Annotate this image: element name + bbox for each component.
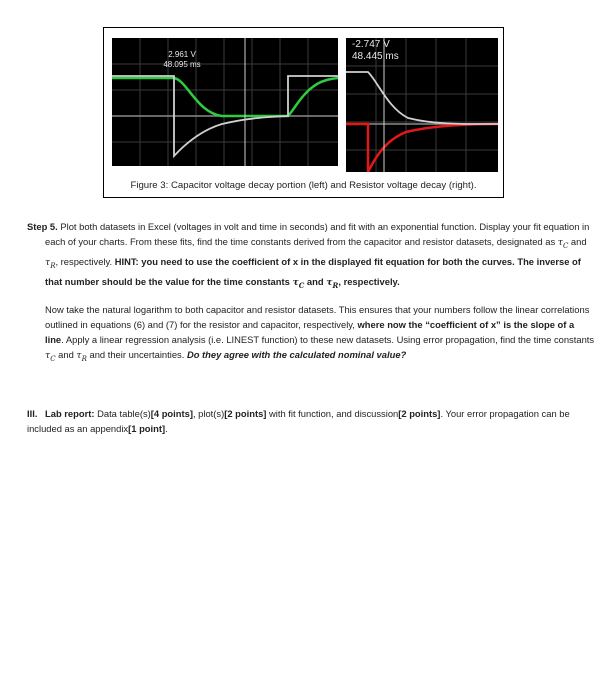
resistor-scope-plot — [346, 38, 498, 172]
resistor-voltage-readout: -2.747 V — [352, 39, 390, 50]
hint-text: HINT: you need to use the coefficient of x in the displayed fit equation for both the curves. The inverse of that number should be the value for the time constants — [45, 255, 581, 287]
capacitor-voltage-readout: 2.961 V — [168, 50, 196, 59]
tau-r: $\tau_R$ — [76, 350, 87, 363]
lab-report-section: III. Lab report: Data table(s)[4 points], plot(s)[2 points] with fit function, and discussion[2 points]. Your error propagation can be included as an appendix[1 point]. — [27, 408, 570, 434]
lab-report-label: Lab report: — [45, 408, 95, 419]
resistor-readout — [352, 39, 412, 63]
tau-c: $\tau_C$ — [292, 276, 305, 290]
resistor-time-readout: 48.445 ms — [352, 51, 399, 62]
figure-3 — [103, 27, 504, 198]
capacitor-scope-plot — [112, 38, 338, 166]
capacitor-plot-svg — [112, 38, 338, 166]
decay-trace — [346, 72, 498, 124]
tau-c: $\tau_C$ — [557, 237, 569, 250]
capacitor-readout — [152, 50, 212, 70]
section-number: III. — [27, 408, 38, 419]
resistor-voltage-trace — [346, 124, 498, 172]
figure-caption: Figure 3: Capacitor voltage decay portion (left) and Resistor voltage decay (right). — [130, 180, 477, 191]
plot-grid — [112, 38, 338, 166]
capacitor-voltage-trace — [112, 78, 338, 116]
tau-c: $\tau_C$ — [45, 350, 56, 363]
step-label: Step 5. — [27, 221, 58, 232]
log-linear-paragraph: Now take the natural logarithm to both capacitor and resistor datasets. This ensures that your numbers follow the linear correlations outlined in equations (6) and (7) for the resistor and capacitor, respectively, where now the “coefficient of x” is the slope of a line. Apply a linear regression analysis (i.e. LINEST function) to these new datasets. Using error propagation, find the time constants $\tau_C$ and $\tau_R$ and their uncertainties. Do they agree with the calculated nominal value? — [45, 304, 595, 363]
tau-r: $\tau_R$ — [326, 276, 339, 290]
agreement-question: Do they agree with the calculated nominal value? — [186, 349, 407, 360]
step-5-paragraph: Step 5. Plot both datasets in Excel (voltages in volt and time in seconds) and fit with an exponential function. Display your fit equation in each of your charts. From these fits, find the time constants derived from the capacitor and resistor datasets, designated as $\tau_C$ and $\tau_R$, respectively. HINT: you need to use the coefficient of x in the displayed fit equation for both the curves. The inverse of that number should be the value for the time constants $\tau_C$ and $\tau_R$, respectively. — [27, 221, 590, 290]
tau-r: $\tau_R$ — [45, 256, 56, 270]
step-5 — [27, 219, 593, 293]
capacitor-time-readout: 48.095 ms — [163, 60, 201, 69]
